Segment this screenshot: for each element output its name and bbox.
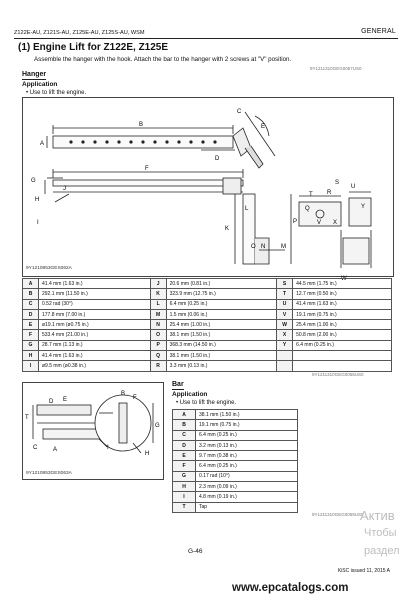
svg-text:W: W xyxy=(341,276,347,282)
bar-application-item: • Use to lift the engine. xyxy=(176,400,237,406)
table-row xyxy=(23,299,392,309)
table-value-cell: 28.7 mm (1.13 in.) xyxy=(39,340,151,350)
svg-text:U: U xyxy=(351,184,356,190)
table-value-cell: 19.1 mm (0.75 in.) xyxy=(196,420,298,430)
svg-text:C: C xyxy=(33,445,38,451)
table-value-cell: 6.4 mm (0.25 in.) xyxy=(196,461,298,471)
table-key-cell: B xyxy=(23,289,39,299)
table-value-cell: 38.1 mm (1.50 in.) xyxy=(196,410,298,420)
bar-drawing xyxy=(23,383,163,479)
issue-note: KiSC issued 11, 2015 A xyxy=(337,568,390,574)
table-key-cell: E xyxy=(23,320,39,330)
table-row xyxy=(173,492,298,502)
svg-text:E: E xyxy=(63,397,68,403)
table-value-cell: 6.4 mm (0.25 in.) xyxy=(293,340,392,350)
table-key-cell: R xyxy=(150,361,166,371)
svg-text:V: V xyxy=(317,220,322,226)
table-value-cell: 50.8 mm (2.00 in.) xyxy=(293,330,392,340)
svg-text:N: N xyxy=(261,244,266,250)
hanger-figure-code: 9Y1210853GES062A xyxy=(26,266,72,271)
table-row xyxy=(23,289,392,299)
table-key-cell: V xyxy=(277,309,293,319)
table-value-cell: 368.3 mm (14.50 in.) xyxy=(166,340,276,350)
svg-text:T: T xyxy=(25,415,29,421)
table-value-cell: 9.7 mm (0.38 in.) xyxy=(196,451,298,461)
section-title: (1) Engine Lift for Z122E, Z125E xyxy=(18,42,169,53)
bar-application-text: Use to lift the engine. xyxy=(179,400,237,406)
svg-text:H: H xyxy=(35,197,40,203)
hanger-figure xyxy=(22,97,394,282)
bar-spec-table xyxy=(172,409,298,513)
table-key-cell: W xyxy=(277,320,293,330)
bar-application-title: Application xyxy=(172,391,208,398)
table-key-cell: Y xyxy=(277,340,293,350)
svg-text:M: M xyxy=(281,244,286,250)
svg-text:G: G xyxy=(31,178,36,184)
table-value-cell: 19.1 mm (0.75 in.) xyxy=(293,309,392,319)
table-row xyxy=(173,451,298,461)
table-row xyxy=(23,330,392,340)
table-value-cell: 12.7 mm (0.50 in.) xyxy=(293,289,392,299)
table-value-cell: 0.52 rad (30°) xyxy=(39,299,151,309)
svg-text:D: D xyxy=(215,156,220,162)
svg-text:A: A xyxy=(40,141,45,147)
section-ref: 9Y1211310GEG0057US0 xyxy=(310,66,362,71)
svg-text:J: J xyxy=(63,186,66,192)
header-section: GENERAL xyxy=(361,28,396,35)
table-key-cell: P xyxy=(150,340,166,350)
table-value-cell: 25.4 mm (1.00 in.) xyxy=(166,320,276,330)
svg-text:E: E xyxy=(261,124,266,130)
table-key-cell: G xyxy=(173,471,196,481)
table-row xyxy=(23,340,392,350)
table-row xyxy=(23,309,392,319)
table-key-cell: B xyxy=(173,420,196,430)
hanger-application-title: Application xyxy=(22,81,58,88)
table-row xyxy=(23,361,392,371)
table-key-cell: S xyxy=(277,279,293,289)
table-value-cell: 44.5 mm (1.75 in.) xyxy=(293,279,392,289)
svg-text:X: X xyxy=(333,220,338,226)
table-value-cell: 1.5 mm (0.06 in.) xyxy=(166,309,276,319)
table-value-cell: 41.4 mm (1.63 in.) xyxy=(39,279,151,289)
table-key-cell: M xyxy=(150,309,166,319)
hanger-application-item: • Use to lift the engine. xyxy=(26,90,87,96)
bar-title: Bar xyxy=(172,381,184,388)
table-value-cell: 6.4 mm (0.25 in.) xyxy=(196,430,298,440)
table-value-cell: 177.8 mm (7.00 in.) xyxy=(39,309,151,319)
table-value-cell: Tap xyxy=(196,502,298,512)
table-key-cell: T xyxy=(277,289,293,299)
svg-text:A: A xyxy=(53,447,58,453)
hanger-drawing xyxy=(23,98,393,282)
svg-text:T: T xyxy=(309,192,313,198)
table-value-cell: 3.3 mm (0.13 in.) xyxy=(166,361,276,371)
header-models: Z122E-AU, Z121S-AU, Z125E-AU, Z125S-AU, WSM xyxy=(14,30,145,36)
table-value-cell: 41.4 mm (1.63 in.) xyxy=(293,299,392,309)
table-value-cell: 20.6 mm (0.81 in.) xyxy=(166,279,276,289)
table-value-cell: 4.8 mm (0.19 in.) xyxy=(196,492,298,502)
svg-text:K: K xyxy=(225,226,230,232)
table-key-cell: F xyxy=(23,330,39,340)
table-value-cell: ø19.1 mm (ø0.75 in.) xyxy=(39,320,151,330)
hanger-title: Hanger xyxy=(22,71,47,78)
table-value-cell: 25.4 mm (1.00 in.) xyxy=(293,320,392,330)
svg-text:F: F xyxy=(133,395,137,401)
table-key-cell: Q xyxy=(150,351,166,361)
table-key-cell: D xyxy=(23,309,39,319)
table-row xyxy=(23,351,392,361)
table-value-cell xyxy=(293,361,392,371)
table-value-cell: 38.1 mm (1.50 in.) xyxy=(166,351,276,361)
svg-text:P: P xyxy=(293,219,298,225)
svg-text:I: I xyxy=(107,445,109,451)
table-key-cell: C xyxy=(173,430,196,440)
table-key-cell: G xyxy=(23,340,39,350)
website-link[interactable]: www.epcatalogs.com xyxy=(232,582,349,594)
table-key-cell: A xyxy=(173,410,196,420)
svg-text:R: R xyxy=(327,190,332,196)
table-value-cell: 6.4 mm (0.25 in.) xyxy=(166,299,276,309)
svg-text:B: B xyxy=(121,391,126,397)
hanger-spec-table xyxy=(22,278,392,372)
table-key-cell: A xyxy=(23,279,39,289)
table-key-cell: O xyxy=(150,330,166,340)
table-row xyxy=(173,502,298,512)
table-key-cell: J xyxy=(150,279,166,289)
table-key-cell: T xyxy=(173,502,196,512)
table-key-cell: I xyxy=(23,361,39,371)
table-key-cell: C xyxy=(23,299,39,309)
table-key-cell: F xyxy=(173,461,196,471)
table-value-cell: 41.4 mm (1.63 in.) xyxy=(39,351,151,361)
table-value-cell: 3.2 mm (0.13 in.) xyxy=(196,440,298,450)
table-value-cell: 323.9 mm (12.75 in.) xyxy=(166,289,276,299)
svg-text:H: H xyxy=(145,451,150,457)
table-row xyxy=(173,420,298,430)
table-row xyxy=(173,482,298,492)
svg-text:L: L xyxy=(245,206,249,212)
table-value-cell: ø9.5 mm (ø0.38 in.) xyxy=(39,361,151,371)
bar-figure xyxy=(22,382,164,480)
table-key-cell xyxy=(277,351,293,361)
table-key-cell: N xyxy=(150,320,166,330)
table-value-cell: 292.1 mm (11.50 in.) xyxy=(39,289,151,299)
table-key-cell: I xyxy=(173,492,196,502)
hanger-ref: 9Y1211310GEG0058US0 xyxy=(312,372,364,377)
table-value-cell: 0.17 rad (10°) xyxy=(196,471,298,481)
watermark-line-2: Чтобы xyxy=(364,527,397,539)
watermark-line-1: Актив xyxy=(360,508,395,523)
bar-ref: 9Y1211310GEG0059US0 xyxy=(312,512,364,517)
table-key-cell: X xyxy=(277,330,293,340)
hanger-application-text: Use to lift the engine. xyxy=(29,90,87,96)
table-key-cell: H xyxy=(173,482,196,492)
table-row xyxy=(23,279,392,289)
svg-text:Q: Q xyxy=(305,206,310,212)
table-key-cell xyxy=(277,361,293,371)
table-key-cell: E xyxy=(173,451,196,461)
table-row xyxy=(173,471,298,481)
svg-text:G: G xyxy=(155,423,160,429)
watermark-line-3: раздел xyxy=(364,545,400,557)
table-key-cell: H xyxy=(23,351,39,361)
table-value-cell: 38.1 mm (1.50 in.) xyxy=(166,330,276,340)
svg-text:S: S xyxy=(335,180,340,186)
table-value-cell: 533.4 mm (21.00 in.) xyxy=(39,330,151,340)
svg-text:I: I xyxy=(37,220,39,226)
svg-text:F: F xyxy=(145,166,149,172)
svg-text:O: O xyxy=(251,244,256,250)
table-row xyxy=(23,320,392,330)
svg-text:D: D xyxy=(49,399,54,405)
table-row xyxy=(173,440,298,450)
bar-figure-code: 9Y1210853GES063A xyxy=(26,471,72,476)
table-row xyxy=(173,410,298,420)
table-row xyxy=(173,461,298,471)
table-key-cell: U xyxy=(277,299,293,309)
svg-text:C: C xyxy=(237,109,242,115)
section-intro: Assemble the hanger with the hook. Attach the bar to the hanger with 2 screws at "V" position. xyxy=(34,56,292,63)
table-key-cell: D xyxy=(173,440,196,450)
table-row xyxy=(173,430,298,440)
svg-text:Y: Y xyxy=(361,204,366,210)
svg-text:B: B xyxy=(139,122,144,128)
table-key-cell: L xyxy=(150,299,166,309)
table-value-cell: 2.3 mm (0.09 in.) xyxy=(196,482,298,492)
table-value-cell xyxy=(293,351,392,361)
page-number: G-46 xyxy=(188,548,203,555)
table-key-cell: K xyxy=(150,289,166,299)
header-divider xyxy=(14,38,398,39)
